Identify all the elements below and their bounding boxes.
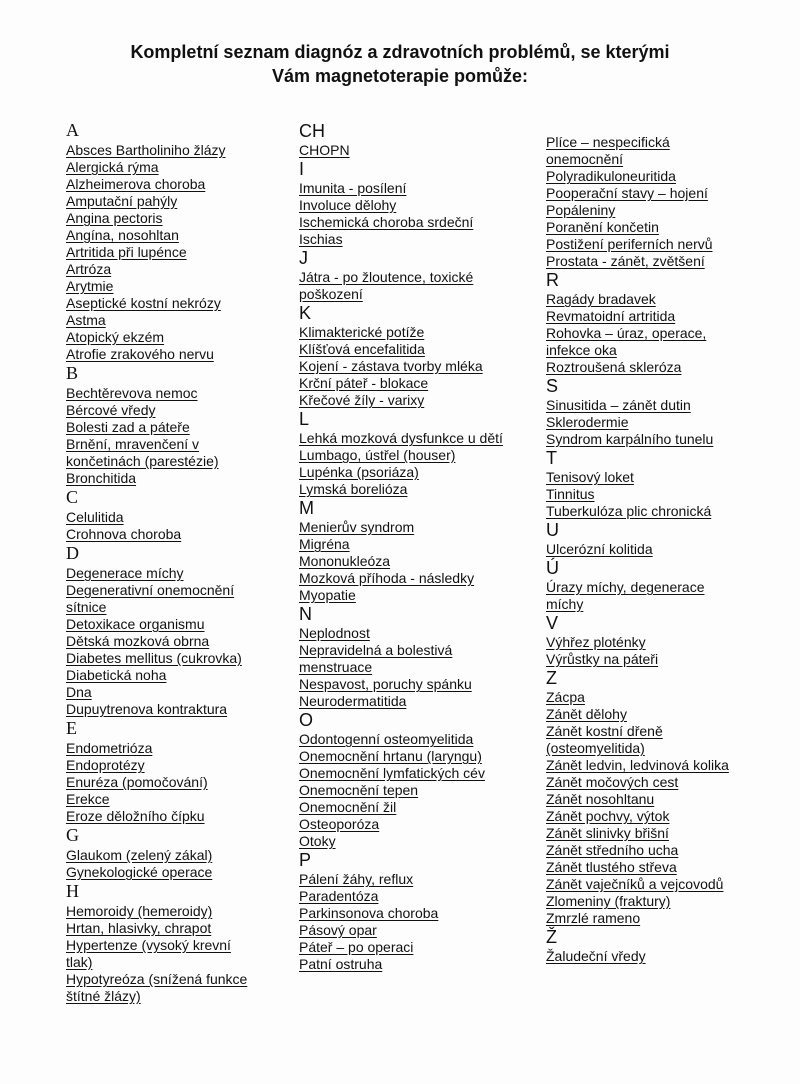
diagnosis-item: Výhřez ploténky xyxy=(546,634,646,650)
section-letter: K xyxy=(299,303,312,323)
section-letter: L xyxy=(299,409,310,429)
diagnosis-item: Zlomeniny (fraktury) xyxy=(546,893,671,909)
diagnosis-item: Zmrzlé rameno xyxy=(546,910,641,926)
diagnosis-item: Nespavost, poruchy spánku xyxy=(299,676,472,692)
title-line-1: Kompletní seznam diagnóz a zdravotních problémů, se kterými xyxy=(130,42,670,62)
diagnosis-item: Aseptické kostní nekrózy xyxy=(66,295,221,311)
diagnosis-item: Mononukleóza xyxy=(299,553,391,569)
diagnosis-item: Zánět tlustého střeva xyxy=(546,859,677,875)
diagnosis-item: Bolesti zad a páteře xyxy=(66,419,190,435)
diagnosis-item: infekce oka xyxy=(546,342,617,358)
section-letter: O xyxy=(299,710,314,730)
diagnosis-item: Diabetes mellitus (cukrovka) xyxy=(66,650,242,666)
diagnosis-item: Zácpa xyxy=(546,689,585,705)
diagnosis-item: Zánět středního ucha xyxy=(546,842,679,858)
diagnosis-item: Absces Bartholiniho žlázy xyxy=(66,142,226,158)
diagnosis-item: Degenerativní onemocnění xyxy=(66,582,235,598)
section-letter: V xyxy=(546,613,559,633)
section-letter: G xyxy=(66,825,79,845)
diagnosis-item: Menierův syndrom xyxy=(299,519,415,535)
diagnosis-item: Polyradikuloneuritida xyxy=(546,168,676,184)
diagnosis-item: Patní ostruha xyxy=(299,956,383,972)
diagnosis-item: onemocnění xyxy=(546,151,624,167)
diagnosis-item: Alzheimerova choroba xyxy=(66,176,206,192)
diagnosis-item: Ragády bradavek xyxy=(546,291,656,307)
diagnosis-item: Dna xyxy=(66,684,92,700)
diagnosis-item: Bércové vředy xyxy=(66,402,156,418)
diagnosis-item: sítnice xyxy=(66,599,107,615)
section-letter: Ž xyxy=(546,927,557,947)
section-letter: M xyxy=(299,498,314,518)
diagnosis-item: Myopatie xyxy=(299,587,356,603)
diagnosis-item: Bronchitida xyxy=(66,470,137,486)
section-letter: A xyxy=(66,120,79,140)
diagnosis-item: Nepravidelná a bolestivá xyxy=(299,642,453,658)
diagnosis-item: Onemocnění žil xyxy=(299,799,397,815)
diagnosis-item: Ulcerózní kolitida xyxy=(546,541,653,557)
section-letter: D xyxy=(66,543,79,563)
diagnosis-item: Klíšťová encefalitida xyxy=(299,341,425,357)
diagnosis-item: Onemocnění hrtanu (laryngu) xyxy=(299,748,482,764)
diagnosis-item: Pásový opar xyxy=(299,922,377,938)
diagnosis-item: Lumbago, ústřel (houser) xyxy=(299,447,456,463)
diagnosis-item: Glaukom (zelený zákal) xyxy=(66,847,213,863)
diagnosis-item: Brnění, mravenčení v xyxy=(66,436,200,452)
diagnosis-item: Zánět nosohltanu xyxy=(546,791,655,807)
section-letter: E xyxy=(66,718,77,738)
section-letter: C xyxy=(66,487,79,507)
diagnosis-item: Diabetická noha xyxy=(66,667,167,683)
diagnosis-item: Křečové žíly - varixy xyxy=(299,392,425,408)
diagnosis-item: Tenisový loket xyxy=(546,469,634,485)
diagnosis-item: Celulitida xyxy=(66,509,124,525)
diagnosis-item: Dětská mozková obrna xyxy=(66,633,210,649)
diagnosis-item: Erekce xyxy=(66,791,110,807)
diagnosis-item: Plíce – nespecifická xyxy=(546,134,670,150)
diagnosis-item: menstruace xyxy=(299,659,373,675)
diagnosis-item: Amputační pahýly xyxy=(66,193,178,209)
diagnosis-item: (osteomyelitida) xyxy=(546,740,645,756)
diagnosis-item: Angína, nosohltan xyxy=(66,227,179,243)
diagnosis-item: Poranění končetin xyxy=(546,219,659,235)
section-letter: CH xyxy=(299,121,325,141)
diagnosis-item: Zánět ledvin, ledvinová kolika xyxy=(546,757,729,773)
diagnosis-item: Neurodermatitida xyxy=(299,693,407,709)
diagnosis-item: Zánět močových cest xyxy=(546,774,679,790)
section-letter: P xyxy=(299,850,312,870)
diagnosis-item: Lehká mozková dysfunkce u dětí xyxy=(299,430,503,446)
diagnosis-item: Výrůstky na páteři xyxy=(546,651,659,667)
diagnosis-item: končetinách (parestézie) xyxy=(66,453,219,469)
diagnosis-item: Parkinsonova choroba xyxy=(299,905,439,921)
diagnosis-item: Klimakterické potíže xyxy=(299,324,425,340)
diagnosis-item: Lymská borelióza xyxy=(299,481,408,497)
diagnosis-item: Hrtan, hlasivky, chrapot xyxy=(66,920,212,936)
diagnosis-item: CHOPN xyxy=(299,142,350,158)
section-letter: J xyxy=(299,248,308,268)
diagnosis-item: Hypotyreóza (snížená funkce xyxy=(66,971,248,987)
diagnosis-item: Alergická rýma xyxy=(66,159,159,175)
diagnosis-item: Onemocnění lymfatických cév xyxy=(299,765,485,781)
diagnosis-item: Revmatoidní artritida xyxy=(546,308,676,324)
section-letter: T xyxy=(546,448,557,468)
diagnosis-item: Tinnitus xyxy=(546,486,595,502)
diagnosis-item: poškození xyxy=(299,286,363,302)
diagnosis-item: Astma xyxy=(66,312,106,328)
diagnosis-item: Onemocnění tepen xyxy=(299,782,419,798)
diagnosis-item: Zánět pochvy, výtok xyxy=(546,808,670,824)
section-letter: B xyxy=(66,363,79,383)
diagnosis-item: Crohnova choroba xyxy=(66,526,182,542)
diagnosis-item: Endometrióza xyxy=(66,740,153,756)
diagnosis-item: Tuberkulóza plic chronická xyxy=(546,503,712,519)
diagnosis-item: Rohovka – úraz, operace, xyxy=(546,325,707,341)
diagnosis-item: Arytmie xyxy=(66,278,114,294)
diagnosis-item: Mozková příhoda - následky xyxy=(299,570,475,586)
diagnosis-item: Otoky xyxy=(299,833,336,849)
diagnosis-item: Artritida při lupénce xyxy=(66,244,187,260)
diagnosis-item: štítné žlázy) xyxy=(66,988,141,1004)
diagnosis-item: Imunita - posílení xyxy=(299,180,407,196)
diagnosis-item: Osteoporóza xyxy=(299,816,380,832)
section-letter: Z xyxy=(546,668,557,688)
diagnosis-item: Atrofie zrakového nervu xyxy=(66,346,214,362)
diagnosis-item: Gynekologické operace xyxy=(66,864,213,880)
section-letter: I xyxy=(299,159,305,179)
diagnosis-item: Páteř – po operaci xyxy=(299,939,414,955)
diagnosis-item: Odontogenní osteomyelitida xyxy=(299,731,474,747)
diagnosis-item: Eroze děložního čípku xyxy=(66,808,205,824)
diagnosis-item: Atopický ekzém xyxy=(66,329,165,345)
diagnosis-item: Paradentóza xyxy=(299,888,379,904)
diagnosis-item: Dupuytrenova kontraktura xyxy=(66,701,228,717)
diagnosis-item: Roztroušená skleróza xyxy=(546,359,682,375)
diagnosis-item: Hemoroidy (hemeroidy) xyxy=(66,903,213,919)
title-line-2: Vám magnetoterapie pomůže: xyxy=(271,66,529,86)
diagnosis-item: Bechtěrevova nemoc xyxy=(66,385,198,401)
diagnosis-item: Postižení periferních nervů xyxy=(546,236,713,252)
diagnosis-item: Žaludeční vředy xyxy=(546,948,646,964)
diagnosis-item: tlak) xyxy=(66,954,93,970)
diagnosis-item: Angina pectoris xyxy=(66,210,163,226)
section-letter: N xyxy=(299,604,312,624)
diagnosis-item: Zánět dělohy xyxy=(546,706,627,722)
diagnosis-item: Sinusitida – zánět dutin xyxy=(546,397,691,413)
diagnosis-item: Játra - po žloutence, toxické xyxy=(299,269,474,285)
diagnosis-item: Zánět kostní dřeně xyxy=(546,723,663,739)
diagnosis-item: Popáleniny xyxy=(546,202,616,218)
diagnosis-item: Endoprotézy xyxy=(66,757,145,773)
diagnosis-item: Úrazy míchy, degenerace xyxy=(546,579,705,595)
diagnosis-item: Zánět vaječníků a vejcovodů xyxy=(546,876,724,892)
section-letter: U xyxy=(546,520,559,540)
diagnosis-item: Hypertenze (vysoký krevní xyxy=(66,937,231,953)
diagnosis-item: Prostata - zánět, zvětšení xyxy=(546,253,705,269)
diagnosis-item: Migréna xyxy=(299,536,350,552)
diagnosis-item: Detoxikace organismu xyxy=(66,616,205,632)
section-letter: S xyxy=(546,376,559,396)
diagnosis-item: Pooperační stavy – hojení xyxy=(546,185,708,201)
diagnosis-item: Artróza xyxy=(66,261,112,277)
diagnosis-item: Kojení - zástava tvorby mléka xyxy=(299,358,483,374)
diagnosis-item: Degenerace míchy xyxy=(66,565,184,581)
diagnosis-item: Zánět slinivky břišní xyxy=(546,825,669,841)
page-title xyxy=(60,40,740,88)
diagnosis-item: Syndrom karpálního tunelu xyxy=(546,431,714,447)
section-letter: Ú xyxy=(546,558,559,578)
diagnosis-item: Krční páteř - blokace xyxy=(299,375,429,391)
diagnosis-item: Ischias xyxy=(299,231,343,247)
diagnosis-item: Neplodnost xyxy=(299,625,370,641)
section-letter: H xyxy=(66,881,79,901)
section-letter: R xyxy=(546,270,559,290)
diagnosis-item: míchy xyxy=(546,596,584,612)
diagnosis-item: Ischemická choroba srdeční xyxy=(299,214,474,230)
diagnosis-item: Sklerodermie xyxy=(546,414,629,430)
diagnosis-item: Enuréza (pomočování) xyxy=(66,774,208,790)
diagnosis-item: Lupénka (psoriáza) xyxy=(299,464,419,480)
diagnosis-item: Involuce dělohy xyxy=(299,197,397,213)
diagnosis-item: Pálení žáhy, reflux xyxy=(299,871,414,887)
